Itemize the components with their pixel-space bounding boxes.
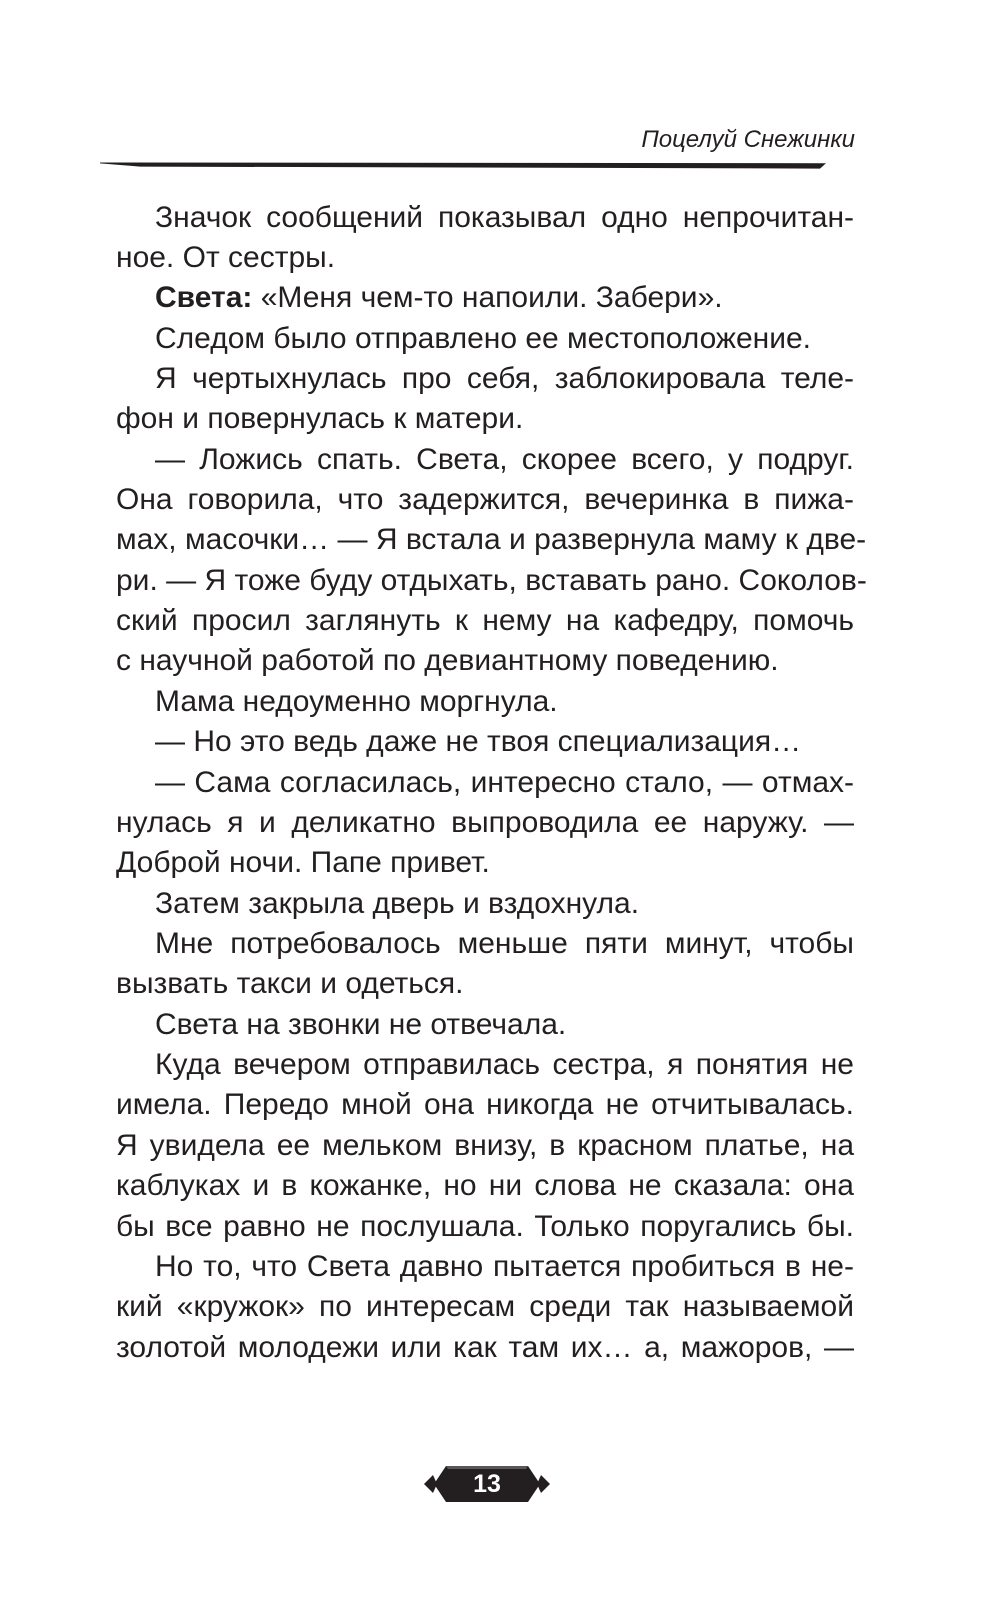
text-line: золотой молодежи или как там их… а, мажоров, — xyxy=(116,1331,854,1364)
text-line: с научной работой по девиантному поведению. xyxy=(116,644,779,677)
text-line: — Ложись спать. Света, скорее всего, у подруг. xyxy=(155,443,854,476)
text-line: — Но это ведь даже не твоя специализация… xyxy=(155,725,802,758)
text-line: Света на звонки не отвечала. xyxy=(155,1008,567,1041)
header-rule xyxy=(100,160,826,172)
text-line: — Сама согласилась, интересно стало, — отмах- xyxy=(155,766,854,799)
text-line: фон и повернулась к матери. xyxy=(116,402,524,435)
text-line: бы все равно не послушала. Только поругались бы. xyxy=(116,1210,854,1243)
text-line: Но то, что Света давно пытается пробиться в не- xyxy=(155,1250,854,1283)
text-line: ное. От сестры. xyxy=(116,241,336,274)
text-line: Следом было отправлено ее местоположение. xyxy=(155,322,812,355)
text-line: Я увидела ее мельком внизу, в красном платье, на xyxy=(116,1129,854,1162)
text-line: Куда вечером отправилась сестра, я понятия не xyxy=(155,1048,854,1081)
running-title: Поцелуй Снежинки xyxy=(641,126,855,153)
text-line: кий «кружок» по интересам среди так называемой xyxy=(116,1290,854,1323)
message-text: «Меня чем-то напоили. Забери». xyxy=(260,281,723,314)
text-line: Затем закрыла дверь и вздохнула. xyxy=(155,887,640,920)
text-line: ри. — Я тоже буду отдыхать, вставать рано. Соколов- xyxy=(116,564,867,597)
text-line: нулась я и деликатно выпроводила ее наружу. — xyxy=(116,806,854,839)
text-line: Мне потребовалось меньше пяти минут, чтобы xyxy=(155,927,854,960)
text-line: ский просил заглянуть к нему на кафедру, помочь xyxy=(116,604,854,637)
text-line: мах, масочки… — Я встала и развернула маму к две- xyxy=(116,523,867,556)
text-line: Мама недоуменно моргнула. xyxy=(155,685,558,718)
text-line: Доброй ночи. Папе привет. xyxy=(116,846,490,879)
page-number: 13 xyxy=(473,1470,501,1498)
text-line: имела. Передо мной она никогда не отчитывалась. xyxy=(116,1088,854,1121)
text-line: Я чертыхнулась про себя, заблокировала теле- xyxy=(155,362,854,395)
speaker-name: Света: xyxy=(155,281,253,314)
text-line: Она говорила, что задержится, вечеринка в пижа- xyxy=(116,483,854,516)
text-line: Значок сообщений показывал одно непрочитан- xyxy=(155,201,854,234)
text-line: вызвать такси и одеться. xyxy=(116,967,464,1000)
text-line xyxy=(155,278,854,318)
page-number-badge xyxy=(422,1462,552,1506)
text-line: каблуках и в кожанке, но ни слова не сказала: она xyxy=(116,1169,854,1202)
